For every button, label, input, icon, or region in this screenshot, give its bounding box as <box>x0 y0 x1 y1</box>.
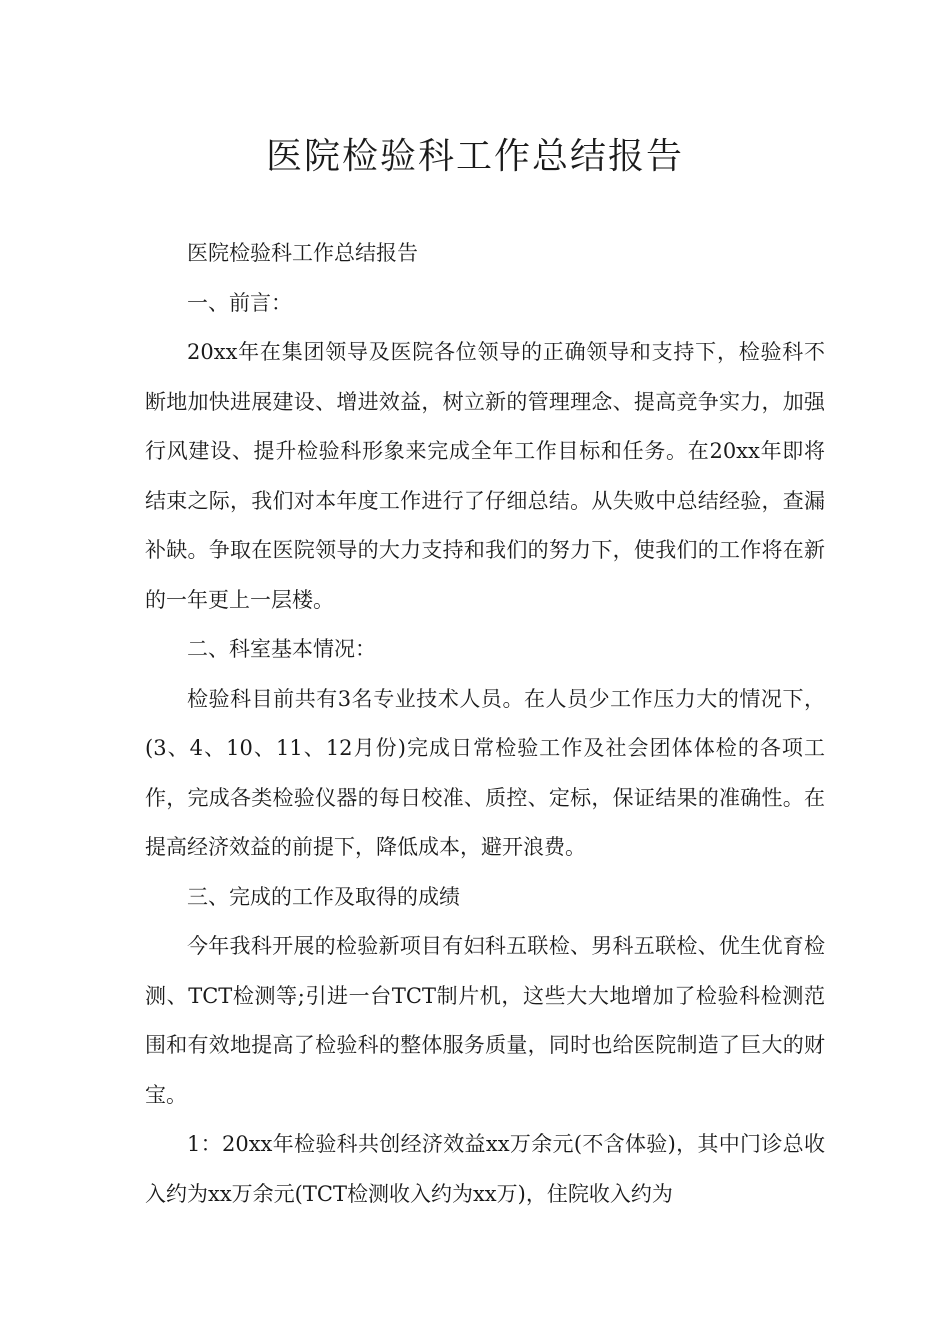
section-heading-preface: 一、前言： <box>187 290 292 315</box>
subtitle-paragraph: 医院检验科工作总结报告 <box>187 241 418 265</box>
document-title: 医院检验科工作总结报告 <box>265 136 684 177</box>
paragraph-achievements: 今年我科开展的检验新项目有妇科五联检、男科五联检、优生优育检测、TCT检测等;引进一台TCT制片机，这些大大地增加了检验科检测范围和有效地提高了检验科的整体服务质量，同时也给医院制造了巨大的财宝。 <box>145 934 825 1107</box>
document-body <box>145 229 825 1219</box>
section-heading-achievements: 三、完成的工作及取得的成绩 <box>187 884 460 909</box>
paragraph-department: 检验科目前共有3名专业技术人员。在人员少工作压力大的情况下，(3、4、10、11、12月份)完成日常检验工作及社会团体体检的各项工作，完成各类检验仪器的每日校准、质控、定标，保证结果的准确性。在提高经济效益的前提下，降低成本，避开浪费。 <box>145 686 825 859</box>
section-heading-department: 二、科室基本情况： <box>187 637 376 661</box>
paragraph-preface: 20xx年在集团领导及医院各位领导的正确领导和支持下，检验科不断地加快进展建设、增进效益，树立新的管理理念、提高竞争实力，加强行风建设、提升检验科形象来完成全年工作目标和任务。在20xx年即将结束之际，我们对本年度工作进行了仔细总结。从失败中总结经验，查漏补缺。争取在医院领导的大力支持和我们的努力下，使我们的工作将在新的一年更上一层楼。 <box>145 340 825 612</box>
paragraph-item-1: 1：20xx年检验科共创经济效益xx万余元(不含体验)，其中门诊总收入约为xx万余元(TCT检测收入约为xx万)，住院收入约为 <box>145 1132 825 1206</box>
